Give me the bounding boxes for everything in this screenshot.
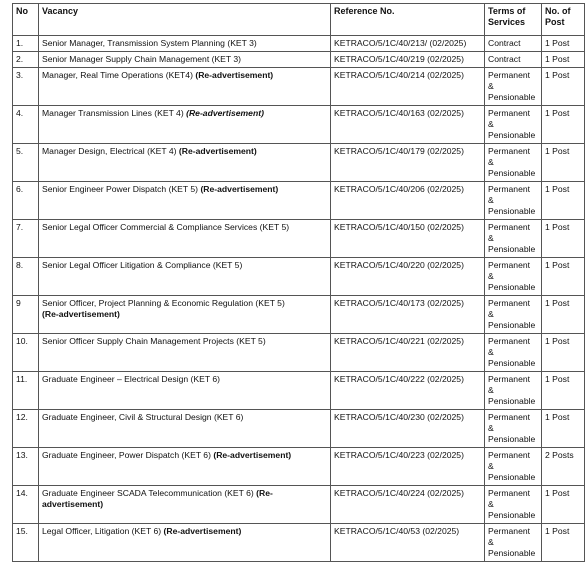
vacancy-cell xyxy=(39,296,331,334)
header-no: No xyxy=(13,4,39,36)
reference-cell: KETRACO/5/1C/40/230 (02/2025) xyxy=(331,410,485,448)
vacancy-cell xyxy=(39,68,331,106)
header-posts: No. of Post xyxy=(542,4,585,36)
table-row xyxy=(13,106,585,144)
reference-cell: KETRACO/5/1C/40/219 (02/2025) xyxy=(331,52,485,68)
posts-cell: 1 Post xyxy=(542,372,585,410)
row-number: 6. xyxy=(13,182,39,220)
posts-cell: 2 Posts xyxy=(542,448,585,486)
table-row xyxy=(13,410,585,448)
posts-cell: 1 Post xyxy=(542,52,585,68)
readvertisement-flag: (Re-advertisement) xyxy=(42,309,120,319)
vacancy-cell xyxy=(39,220,331,258)
header-reference: Reference No. xyxy=(331,4,485,36)
reference-cell: KETRACO/5/1C/40/179 (02/2025) xyxy=(331,144,485,182)
terms-cell: Permanent & Pensionable xyxy=(485,410,542,448)
vacancy-title: Graduate Engineer, Power Dispatch (KET 6) xyxy=(42,450,211,460)
table-row xyxy=(13,36,585,52)
readvertisement-flag: (Re-advertisement) xyxy=(195,70,274,80)
vacancy-title: Manager Transmission Lines (KET 4) xyxy=(42,108,184,118)
row-number: 14. xyxy=(13,486,39,524)
row-number: 10. xyxy=(13,334,39,372)
terms-cell: Permanent & Pensionable xyxy=(485,296,542,334)
vacancy-title: Senior Manager, Transmission System Planning (KET 3) xyxy=(42,38,257,48)
readvertisement-flag: (Re-advertisement) xyxy=(213,450,292,460)
reference-cell: KETRACO/5/1C/40/221 (02/2025) xyxy=(331,334,485,372)
vacancy-title: Graduate Engineer, Civil & Structural Design (KET 6) xyxy=(42,412,244,422)
vacancy-cell xyxy=(39,144,331,182)
posts-cell: 1 Post xyxy=(542,258,585,296)
terms-cell: Permanent & Pensionable xyxy=(485,220,542,258)
readvertisement-flag: (Re-advertisement) xyxy=(200,184,279,194)
terms-cell: Permanent & Pensionable xyxy=(485,448,542,486)
reference-cell: KETRACO/5/1C/40/220 (02/2025) xyxy=(331,258,485,296)
terms-cell: Permanent & Pensionable xyxy=(485,372,542,410)
reference-cell: KETRACO/5/1C/40/206 (02/2025) xyxy=(331,182,485,220)
posts-cell: 1 Post xyxy=(542,36,585,52)
reference-cell: KETRACO/5/1C/40/214 (02/2025) xyxy=(331,68,485,106)
vacancy-title: Graduate Engineer SCADA Telecommunication (KET 6) xyxy=(42,488,254,498)
posts-cell: 1 Post xyxy=(542,410,585,448)
reference-cell: KETRACO/5/1C/40/53 (02/2025) xyxy=(331,524,485,562)
vacancy-title: Senior Engineer Power Dispatch (KET 5) xyxy=(42,184,199,194)
posts-cell: 1 Post xyxy=(542,68,585,106)
table-row xyxy=(13,182,585,220)
posts-cell: 1 Post xyxy=(542,144,585,182)
terms-cell: Permanent & Pensionable xyxy=(485,106,542,144)
row-number: 4. xyxy=(13,106,39,144)
row-number: 7. xyxy=(13,220,39,258)
table-row xyxy=(13,68,585,106)
readvertisement-flag: (Re-advertisement) xyxy=(178,146,257,156)
reference-cell: KETRACO/5/1C/40/173 (02/2025) xyxy=(331,296,485,334)
terms-cell: Permanent & Pensionable xyxy=(485,68,542,106)
table-row xyxy=(13,448,585,486)
posts-cell: 1 Post xyxy=(542,220,585,258)
table-row xyxy=(13,220,585,258)
row-number: 12. xyxy=(13,410,39,448)
vacancies-table xyxy=(12,3,585,562)
readvertisement-flag: (Re-advertisement) xyxy=(163,526,242,536)
table-row xyxy=(13,296,585,334)
vacancy-title: Senior Legal Officer Commercial & Compliance Services (KET 5) xyxy=(42,222,290,232)
reference-cell: KETRACO/5/1C/40/222 (02/2025) xyxy=(331,372,485,410)
table-row xyxy=(13,524,585,562)
row-number: 1. xyxy=(13,36,39,52)
terms-cell: Permanent & Pensionable xyxy=(485,334,542,372)
vacancy-cell xyxy=(39,52,331,68)
vacancy-cell xyxy=(39,372,331,410)
table-row xyxy=(13,144,585,182)
reference-cell: KETRACO/5/1C/40/213/ (02/2025) xyxy=(331,36,485,52)
terms-cell: Permanent & Pensionable xyxy=(485,258,542,296)
vacancy-title: Legal Officer, Litigation (KET 6) xyxy=(42,526,162,536)
row-number: 13. xyxy=(13,448,39,486)
vacancy-title: Senior Officer, Project Planning & Economic Regulation (KET 5) xyxy=(42,298,285,308)
reference-cell: KETRACO/5/1C/40/150 (02/2025) xyxy=(331,220,485,258)
posts-cell: 1 Post xyxy=(542,296,585,334)
reference-cell: KETRACO/5/1C/40/163 (02/2025) xyxy=(331,106,485,144)
terms-cell: Permanent & Pensionable xyxy=(485,182,542,220)
row-number: 15. xyxy=(13,524,39,562)
terms-cell: Contract xyxy=(485,52,542,68)
terms-cell: Permanent & Pensionable xyxy=(485,144,542,182)
posts-cell: 1 Post xyxy=(542,182,585,220)
vacancy-cell xyxy=(39,182,331,220)
readvertisement-flag: (Re-advertisement) xyxy=(186,108,264,118)
vacancy-cell xyxy=(39,334,331,372)
vacancy-title: Manager Design, Electrical (KET 4) xyxy=(42,146,177,156)
vacancy-cell xyxy=(39,36,331,52)
posts-cell: 1 Post xyxy=(542,524,585,562)
posts-cell: 1 Post xyxy=(542,334,585,372)
vacancy-title: Manager, Real Time Operations (KET4) xyxy=(42,70,193,80)
table-row xyxy=(13,486,585,524)
table-row xyxy=(13,372,585,410)
vacancy-cell xyxy=(39,258,331,296)
reference-cell: KETRACO/5/1C/40/224 (02/2025) xyxy=(331,486,485,524)
table-row xyxy=(13,258,585,296)
table-row xyxy=(13,52,585,68)
readvertisement-flag: (Re-advertisement) xyxy=(42,488,273,509)
header-terms: Terms of Services xyxy=(485,4,542,36)
vacancy-cell xyxy=(39,524,331,562)
vacancy-cell xyxy=(39,106,331,144)
vacancy-cell xyxy=(39,448,331,486)
row-number: 8. xyxy=(13,258,39,296)
terms-cell: Contract xyxy=(485,36,542,52)
posts-cell: 1 Post xyxy=(542,106,585,144)
table-row xyxy=(13,334,585,372)
row-number: 3. xyxy=(13,68,39,106)
header-vacancy: Vacancy xyxy=(39,4,331,36)
terms-cell: Permanent & Pensionable xyxy=(485,524,542,562)
vacancy-title: Senior Legal Officer Litigation & Compliance (KET 5) xyxy=(42,260,243,270)
vacancy-title: Senior Officer Supply Chain Management Projects (KET 5) xyxy=(42,336,266,346)
row-number: 5. xyxy=(13,144,39,182)
vacancy-cell xyxy=(39,410,331,448)
posts-cell: 1 Post xyxy=(542,486,585,524)
row-number: 11. xyxy=(13,372,39,410)
table-header-row xyxy=(13,4,585,36)
vacancy-cell xyxy=(39,486,331,524)
vacancy-title: Graduate Engineer – Electrical Design (KET 6) xyxy=(42,374,221,384)
row-number: 9 xyxy=(13,296,39,334)
terms-cell: Permanent & Pensionable xyxy=(485,486,542,524)
reference-cell: KETRACO/5/1C/40/223 (02/2025) xyxy=(331,448,485,486)
vacancy-title: Senior Manager Supply Chain Management (KET 3) xyxy=(42,54,242,64)
row-number: 2. xyxy=(13,52,39,68)
